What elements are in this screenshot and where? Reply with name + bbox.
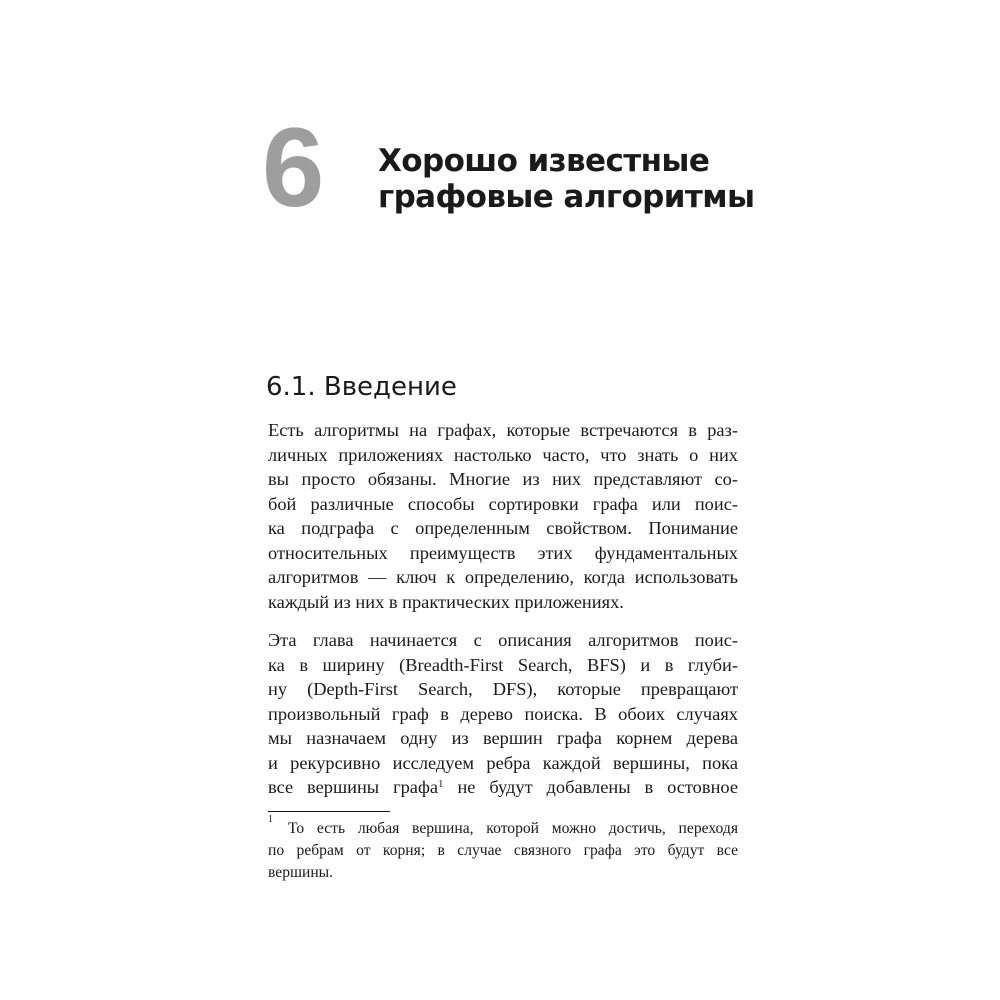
text-line: алгоритмов — ключ к определению, когда использовать (268, 567, 738, 587)
text-line: каждый из них в практических приложениях. (268, 591, 624, 612)
chapter-title (378, 143, 758, 215)
text-line: ка подграфа с определенным свойством. Понимание (268, 518, 738, 538)
footnote (268, 814, 738, 884)
body-paragraph (268, 628, 738, 800)
text-line: Есть алгоритмы на графах, которые встречаются в раз- (268, 420, 738, 440)
text-line: относительных преимуществ этих фундаментальных (268, 542, 738, 563)
chapter-title-line: Хорошо известные (378, 143, 710, 179)
chapter-title-line: графовые алгоритмы (378, 179, 755, 215)
text-segment: все вершины графа (268, 777, 439, 797)
text-line: и рекурсивно исследуем ребра каждой вершины, пока (268, 752, 738, 773)
text-line: ка в ширину (Breadth-First Search, BFS) и в глуби- (268, 654, 738, 675)
text-line (268, 775, 738, 800)
footnote-line: по ребрам от корня; в случае связного графа это будут все (268, 842, 738, 859)
footnote-divider (268, 811, 390, 812)
text-line: Эта глава начинается с описания алгоритмов поис- (268, 630, 738, 650)
text-line: бой различные способы сортировки графа или поис- (268, 493, 738, 514)
section-heading: 6.1. Введение (266, 372, 457, 402)
text-line: вы просто обязаны. Многие из них представляют со- (268, 469, 738, 489)
text-line: ну (Depth-First Search, DFS), которые превращают (268, 679, 738, 699)
text-line: мы назначаем одну из вершин графа корнем дерева (268, 728, 738, 748)
footnote-mark: 1 (268, 814, 273, 825)
body-paragraph (268, 418, 738, 614)
text-line: произвольный граф в дерево поиска. В обоих случаях (268, 703, 738, 724)
chapter-number: 6 (262, 105, 325, 230)
text-segment: не будут добавлены в остовное (443, 777, 738, 797)
footnote-reference[interactable]: 1 (438, 778, 444, 790)
text-line: личных приложениях настолько часто, что знать о них (268, 444, 738, 465)
footnote-line: вершины. (268, 864, 334, 881)
footnote-line: То есть любая вершина, которой можно достичь, переходя (288, 820, 738, 837)
